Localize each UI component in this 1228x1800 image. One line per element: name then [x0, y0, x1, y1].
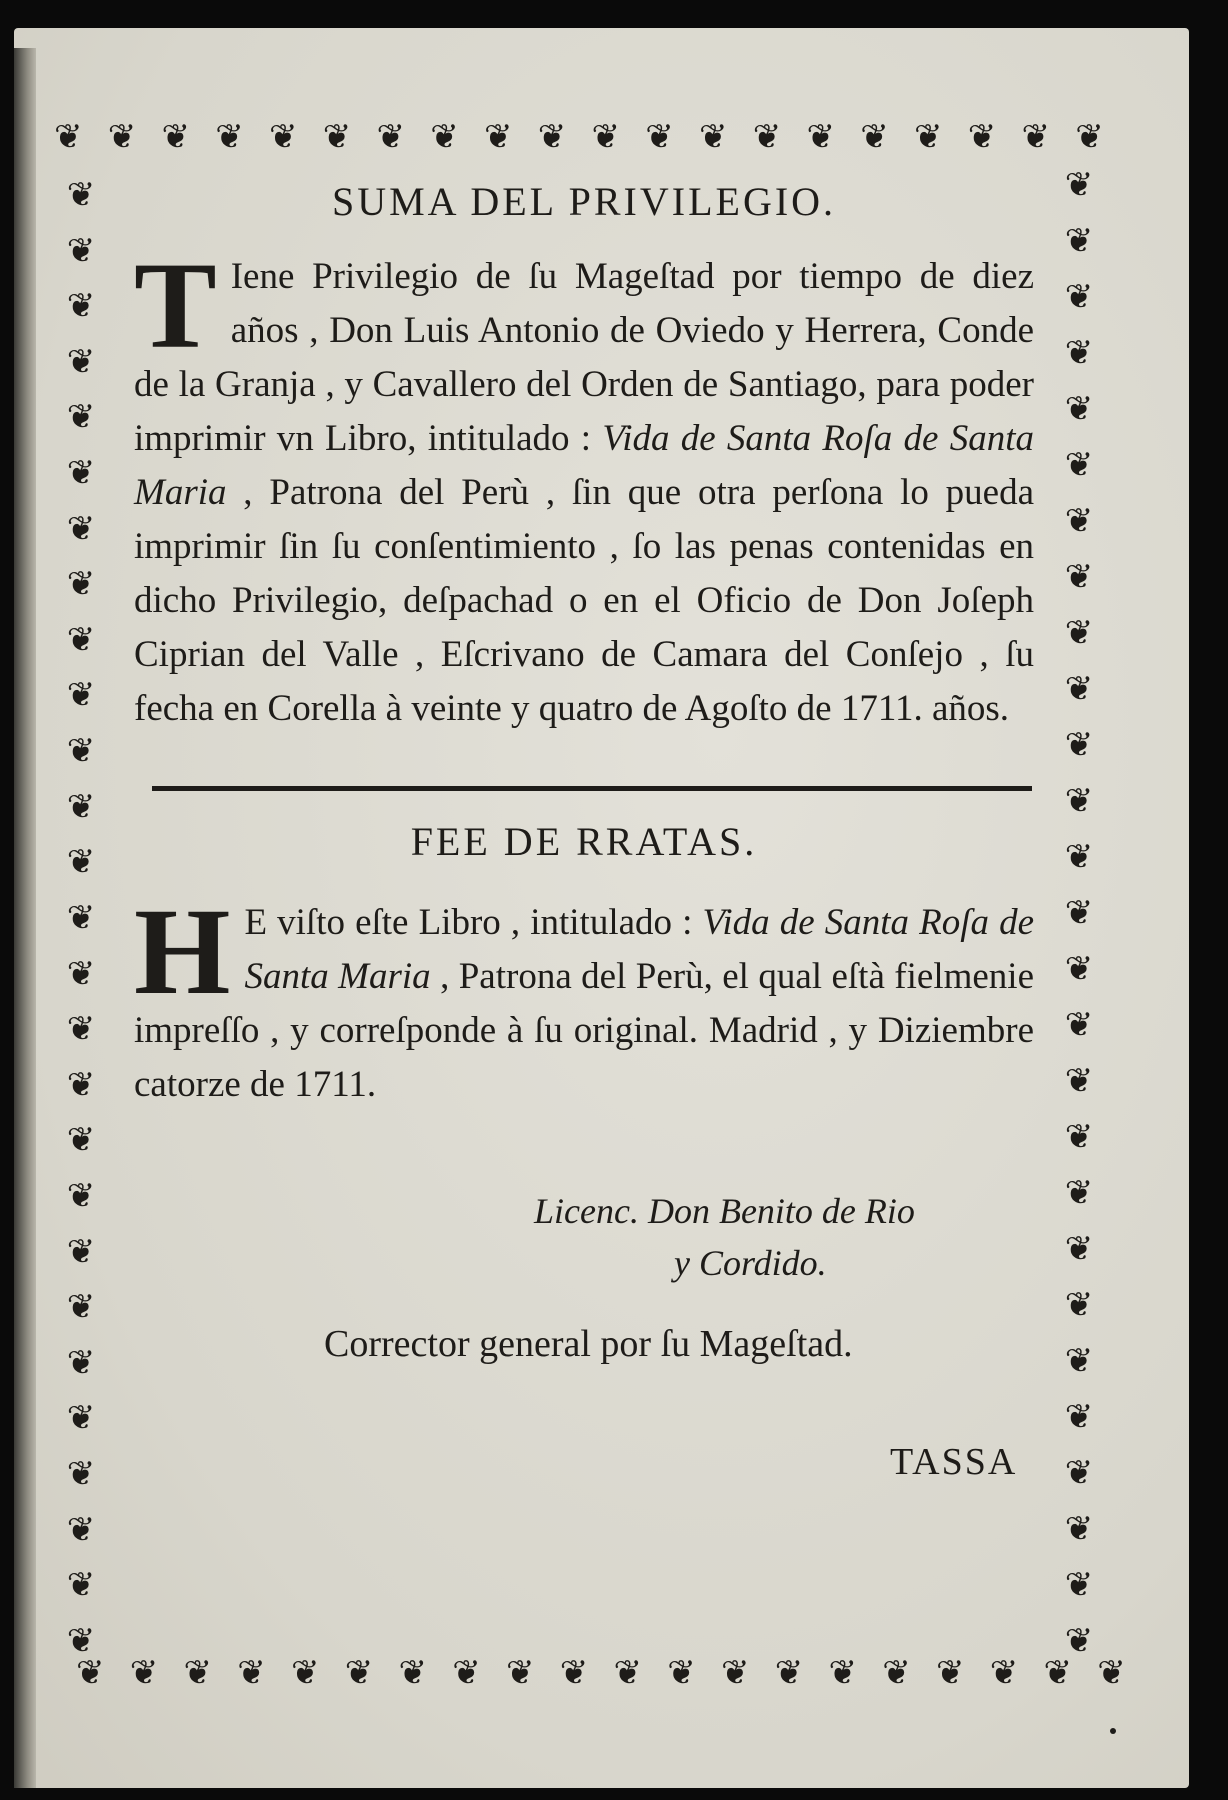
fleuron-icon: ❦	[1064, 949, 1094, 989]
fleuron-icon: ❦	[66, 453, 96, 494]
fleuron-icon: ❦	[66, 1565, 96, 1606]
ornament-border-left	[56, 175, 106, 1661]
fleuron-icon: ❦	[66, 1398, 96, 1439]
fleuron-icon: ❦	[1064, 501, 1094, 541]
fleuron-icon: ❦	[537, 117, 567, 157]
fleuron-icon: ❦	[645, 117, 674, 157]
fleuron-icon: ❦	[344, 1653, 374, 1693]
fleuron-icon: ❦	[1064, 221, 1094, 261]
fleuron-icon: ❦	[66, 897, 96, 938]
privilegio-paragraph	[134, 237, 1034, 736]
book-page	[14, 28, 1189, 1788]
fleuron-icon: ❦	[66, 1287, 96, 1328]
fleuron-icon: ❦	[1064, 1621, 1094, 1661]
fleuron-icon: ❦	[1064, 277, 1094, 317]
fleuron-icon: ❦	[66, 842, 96, 883]
fleuron-icon: ❦	[66, 286, 96, 327]
fleuron-icon: ❦	[66, 1064, 96, 1105]
fleuron-icon: ❦	[66, 508, 96, 549]
fleuron-icon: ❦	[398, 1653, 427, 1693]
fleuron-icon: ❦	[752, 117, 782, 157]
erratas-dropcap: H	[134, 883, 231, 1020]
fleuron-icon: ❦	[322, 117, 352, 157]
fleuron-icon: ❦	[1064, 445, 1094, 485]
fleuron-icon: ❦	[828, 1653, 857, 1693]
fleuron-icon: ❦	[1064, 165, 1094, 205]
fleuron-icon: ❦	[66, 1342, 96, 1383]
fleuron-icon: ❦	[66, 341, 96, 382]
fleuron-icon: ❦	[129, 1653, 159, 1693]
page-mark	[1110, 1728, 1116, 1734]
fleuron-icon: ❦	[66, 1175, 96, 1216]
fleuron-icon: ❦	[66, 1509, 96, 1550]
fleuron-icon: ❦	[1064, 837, 1094, 877]
privilegio-heading: SUMA DEL PRIVILEGIO.	[331, 179, 837, 224]
privilegio-text-2: , Patrona del Perù , ſin que otra perſona lo pueda imprimir ſin ſu conſentimiento , ſo las penas contenidas en dicho Privilegio, deſpachad o en el Oficio de Don Joſeph Ciprian del Valle , Eſcrivano de Camara del Conſejo , ſu fecha en Corella à veinte y quatro de Agoſto de 1711. años.	[134, 472, 1034, 729]
fleuron-icon: ❦	[66, 1009, 96, 1050]
fleuron-icon: ❦	[1064, 1565, 1094, 1605]
fleuron-icon: ❦	[989, 1653, 1019, 1693]
fleuron-icon: ❦	[183, 1653, 212, 1693]
fleuron-icon: ❦	[107, 117, 137, 157]
fleuron-icon: ❦	[1064, 1453, 1094, 1493]
fleuron-icon: ❦	[1064, 1005, 1094, 1045]
erratas-body	[134, 883, 1035, 1112]
fleuron-icon: ❦	[1064, 1509, 1094, 1549]
fleuron-icon: ❦	[215, 117, 244, 157]
fleuron-icon: ❦	[1021, 117, 1050, 157]
fleuron-icon: ❦	[914, 117, 943, 157]
fleuron-icon: ❦	[66, 1120, 96, 1161]
fleuron-icon: ❦	[66, 953, 96, 994]
fleuron-icon: ❦	[1064, 669, 1094, 709]
fleuron-icon: ❦	[66, 675, 96, 716]
fleuron-icon: ❦	[430, 117, 459, 157]
erratas-heading: FEE DE RRATAS.	[410, 819, 758, 864]
fleuron-icon: ❦	[1064, 1061, 1094, 1101]
fleuron-icon: ❦	[1064, 893, 1094, 933]
fleuron-icon: ❦	[66, 619, 96, 660]
erratas-text-2: , Patrona del Perù, el qual eſtà fielmenie impreſſo , y correſponde à ſu original. Madrid , y Diziembre catorze de 1711.	[134, 956, 1034, 1105]
fleuron-icon: ❦	[1064, 1341, 1094, 1381]
catchword: TASSA	[890, 1441, 1018, 1483]
fleuron-icon: ❦	[1064, 1173, 1094, 1213]
fleuron-icon: ❦	[591, 117, 620, 157]
fleuron-icon: ❦	[452, 1653, 481, 1693]
privilegio-body	[134, 237, 1034, 736]
ornament-border-bottom	[76, 1653, 1126, 1693]
fleuron-icon: ❦	[1064, 1229, 1094, 1269]
fleuron-icon: ❦	[76, 1653, 105, 1693]
fleuron-icon: ❦	[66, 786, 96, 827]
fleuron-icon: ❦	[806, 117, 835, 157]
fleuron-icon: ❦	[860, 117, 889, 157]
fleuron-icon: ❦	[1064, 1117, 1094, 1157]
fleuron-icon: ❦	[54, 117, 83, 157]
fleuron-icon: ❦	[66, 1454, 96, 1495]
erratas-paragraph	[134, 883, 1035, 1112]
fleuron-icon: ❦	[936, 1653, 965, 1693]
fleuron-icon: ❦	[1064, 725, 1094, 765]
fleuron-icon: ❦	[66, 564, 96, 605]
fleuron-icon: ❦	[699, 117, 728, 157]
erratas-book-title: Vida de Santa Roſa de Santa Maria	[244, 902, 1035, 997]
fleuron-icon: ❦	[967, 117, 997, 157]
signature-line-1: Licenc. Don Benito de Rio	[534, 1191, 915, 1231]
privilegio-text-1: Iene Privilegio de ſu Mageſtad por tiempo de diez años , Don Luis Antonio de Oviedo y Herrera, Conde de la Granja , y Cavallero del Orden de Santiago, para poder imprimir vn Libro, intitulado :	[134, 256, 1034, 459]
fleuron-icon: ❦	[506, 1653, 535, 1693]
fleuron-icon: ❦	[66, 175, 96, 215]
fleuron-icon: ❦	[484, 117, 513, 157]
fleuron-icon: ❦	[1064, 1285, 1094, 1325]
fleuron-icon: ❦	[1064, 557, 1094, 597]
fleuron-icon: ❦	[66, 1231, 96, 1272]
section-divider	[152, 786, 1032, 791]
fleuron-icon: ❦	[721, 1653, 750, 1693]
fleuron-icon: ❦	[66, 731, 96, 772]
privilegio-book-title: Vida de Santa Roſa de Santa Maria	[134, 418, 1034, 513]
fleuron-icon: ❦	[1097, 1653, 1126, 1693]
fleuron-icon: ❦	[1064, 389, 1094, 429]
fleuron-icon: ❦	[613, 1653, 642, 1693]
fleuron-icon: ❦	[1043, 1653, 1072, 1693]
fleuron-icon: ❦	[161, 117, 190, 157]
fleuron-icon: ❦	[882, 1653, 911, 1693]
fleuron-icon: ❦	[1064, 613, 1094, 653]
fleuron-icon: ❦	[774, 1653, 804, 1693]
fleuron-icon: ❦	[1064, 781, 1094, 821]
corrector-role: Corrector general por ſu Mageſtad.	[324, 1323, 853, 1365]
fleuron-icon: ❦	[269, 117, 298, 157]
privilegio-dropcap: T	[134, 237, 217, 374]
signature-line-2: y Cordido.	[674, 1243, 827, 1283]
fleuron-icon: ❦	[667, 1653, 696, 1693]
fleuron-icon: ❦	[66, 1620, 96, 1661]
fleuron-icon: ❦	[66, 230, 96, 271]
fleuron-icon: ❦	[1064, 1397, 1094, 1437]
fleuron-icon: ❦	[376, 117, 405, 157]
fleuron-icon: ❦	[1075, 117, 1104, 157]
fleuron-icon: ❦	[237, 1653, 266, 1693]
fleuron-icon: ❦	[1064, 333, 1094, 373]
ornament-border-right	[1054, 165, 1104, 1661]
fleuron-icon: ❦	[66, 397, 96, 438]
fleuron-icon: ❦	[559, 1653, 589, 1693]
fleuron-icon: ❦	[291, 1653, 320, 1693]
erratas-text-1: E viſto eſte Libro , intitulado :	[244, 902, 703, 943]
ornament-border-top	[54, 117, 1104, 157]
book-spine	[14, 48, 36, 1788]
